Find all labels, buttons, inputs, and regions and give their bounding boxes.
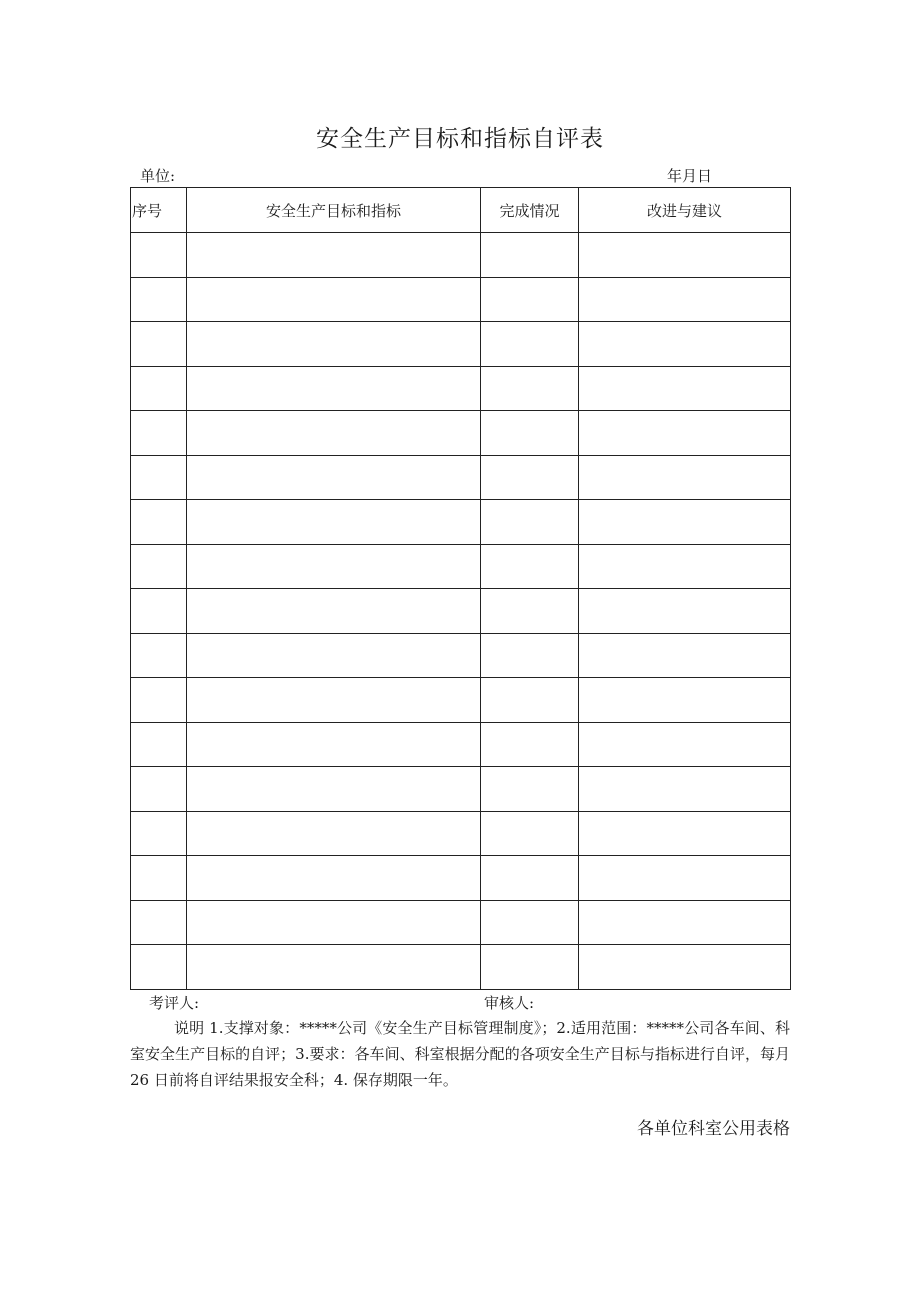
cell-target[interactable] bbox=[187, 945, 481, 990]
table-row bbox=[131, 233, 791, 278]
cell-target[interactable] bbox=[187, 411, 481, 456]
cell-seq[interactable] bbox=[131, 856, 187, 901]
table-body bbox=[131, 233, 791, 990]
cell-seq[interactable] bbox=[131, 411, 187, 456]
cell-seq[interactable] bbox=[131, 233, 187, 278]
cell-suggestion[interactable] bbox=[579, 322, 791, 367]
cell-seq[interactable] bbox=[131, 900, 187, 945]
table-row bbox=[131, 633, 791, 678]
cell-completion[interactable] bbox=[481, 500, 579, 545]
cell-suggestion[interactable] bbox=[579, 455, 791, 500]
cell-target[interactable] bbox=[187, 811, 481, 856]
document-title: 安全生产目标和指标自评表 bbox=[316, 126, 604, 152]
cell-target[interactable] bbox=[187, 900, 481, 945]
header-seq: 序号 bbox=[131, 188, 187, 233]
table-row bbox=[131, 411, 791, 456]
reviewer-label: 审核人: bbox=[484, 994, 535, 1012]
cell-suggestion[interactable] bbox=[579, 633, 791, 678]
cell-seq[interactable] bbox=[131, 678, 187, 723]
footer-label: 各单位科室公用表格 bbox=[637, 1119, 790, 1139]
cell-completion[interactable] bbox=[481, 544, 579, 589]
cell-target[interactable] bbox=[187, 767, 481, 812]
cell-suggestion[interactable] bbox=[579, 544, 791, 589]
table-row bbox=[131, 856, 791, 901]
cell-suggestion[interactable] bbox=[579, 767, 791, 812]
cell-completion[interactable] bbox=[481, 411, 579, 456]
cell-target[interactable] bbox=[187, 678, 481, 723]
table-row bbox=[131, 500, 791, 545]
table-row bbox=[131, 722, 791, 767]
self-assessment-table bbox=[130, 187, 791, 990]
cell-seq[interactable] bbox=[131, 544, 187, 589]
cell-completion[interactable] bbox=[481, 322, 579, 367]
cell-completion[interactable] bbox=[481, 233, 579, 278]
date-label: 年月日 bbox=[667, 167, 713, 185]
table-row bbox=[131, 544, 791, 589]
table-row bbox=[131, 678, 791, 723]
table-row bbox=[131, 900, 791, 945]
header-target: 安全生产目标和指标 bbox=[187, 188, 481, 233]
cell-target[interactable] bbox=[187, 277, 481, 322]
unit-label: 单位: bbox=[140, 167, 176, 185]
cell-target[interactable] bbox=[187, 233, 481, 278]
cell-suggestion[interactable] bbox=[579, 500, 791, 545]
assessor-label: 考评人: bbox=[149, 994, 200, 1012]
cell-suggestion[interactable] bbox=[579, 366, 791, 411]
cell-target[interactable] bbox=[187, 633, 481, 678]
cell-completion[interactable] bbox=[481, 455, 579, 500]
cell-suggestion[interactable] bbox=[579, 811, 791, 856]
cell-seq[interactable] bbox=[131, 277, 187, 322]
cell-completion[interactable] bbox=[481, 856, 579, 901]
cell-suggestion[interactable] bbox=[579, 233, 791, 278]
cell-suggestion[interactable] bbox=[579, 277, 791, 322]
table-row bbox=[131, 767, 791, 812]
cell-seq[interactable] bbox=[131, 633, 187, 678]
cell-seq[interactable] bbox=[131, 589, 187, 634]
cell-completion[interactable] bbox=[481, 945, 579, 990]
cell-seq[interactable] bbox=[131, 811, 187, 856]
cell-completion[interactable] bbox=[481, 678, 579, 723]
instructions-note: 说明 1.支撑对象：*****公司《安全生产目标管理制度》；2.适用范围：*****公司各车间、科室安全生产目标的自评；3.要求：各车间、科室根据分配的各项安全生产目标与指标进行自评，每月 26 日前将自评结果报安全科；4. 保存期限一年。 bbox=[130, 1019, 790, 1089]
table-row bbox=[131, 811, 791, 856]
table-row bbox=[131, 455, 791, 500]
cell-seq[interactable] bbox=[131, 455, 187, 500]
header-completion: 完成情况 bbox=[481, 188, 579, 233]
cell-suggestion[interactable] bbox=[579, 945, 791, 990]
table-row bbox=[131, 366, 791, 411]
cell-completion[interactable] bbox=[481, 633, 579, 678]
cell-suggestion[interactable] bbox=[579, 722, 791, 767]
table-row bbox=[131, 589, 791, 634]
cell-target[interactable] bbox=[187, 722, 481, 767]
cell-seq[interactable] bbox=[131, 945, 187, 990]
cell-seq[interactable] bbox=[131, 500, 187, 545]
cell-completion[interactable] bbox=[481, 767, 579, 812]
cell-seq[interactable] bbox=[131, 722, 187, 767]
cell-suggestion[interactable] bbox=[579, 856, 791, 901]
cell-completion[interactable] bbox=[481, 366, 579, 411]
cell-seq[interactable] bbox=[131, 767, 187, 812]
cell-completion[interactable] bbox=[481, 900, 579, 945]
header-suggestion: 改进与建议 bbox=[579, 188, 791, 233]
table-row bbox=[131, 945, 791, 990]
cell-target[interactable] bbox=[187, 544, 481, 589]
cell-target[interactable] bbox=[187, 856, 481, 901]
cell-suggestion[interactable] bbox=[579, 678, 791, 723]
cell-suggestion[interactable] bbox=[579, 900, 791, 945]
cell-completion[interactable] bbox=[481, 589, 579, 634]
table-row bbox=[131, 277, 791, 322]
cell-seq[interactable] bbox=[131, 322, 187, 367]
cell-completion[interactable] bbox=[481, 722, 579, 767]
cell-target[interactable] bbox=[187, 455, 481, 500]
cell-completion[interactable] bbox=[481, 811, 579, 856]
cell-target[interactable] bbox=[187, 589, 481, 634]
table-header-row bbox=[131, 188, 791, 233]
table-row bbox=[131, 322, 791, 367]
cell-target[interactable] bbox=[187, 500, 481, 545]
cell-seq[interactable] bbox=[131, 366, 187, 411]
cell-suggestion[interactable] bbox=[579, 411, 791, 456]
cell-completion[interactable] bbox=[481, 277, 579, 322]
cell-suggestion[interactable] bbox=[579, 589, 791, 634]
cell-target[interactable] bbox=[187, 322, 481, 367]
cell-target[interactable] bbox=[187, 366, 481, 411]
